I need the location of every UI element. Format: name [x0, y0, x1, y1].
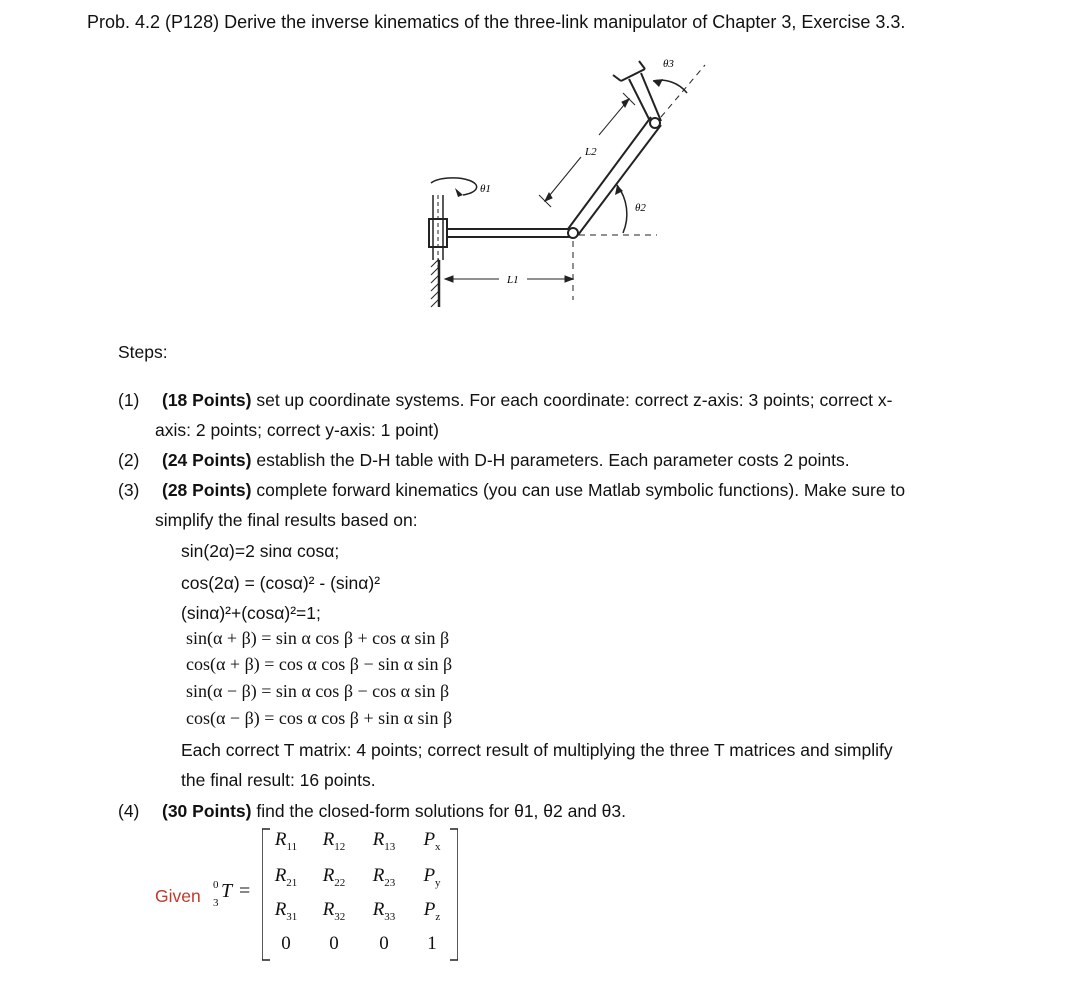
- t-matrix-note-continued: the final result: 16 points.: [181, 770, 376, 790]
- matrix-cell-r31: $R_{31}$: [274, 899, 298, 923]
- base-wall: [429, 195, 447, 307]
- step-2: [118, 449, 850, 471]
- matrix-cell-r22: $R_{22}$: [322, 865, 346, 889]
- transform-symbol: T: [221, 880, 233, 902]
- theta2-rotation-arrow: [615, 185, 627, 233]
- step-3-continued: simplify the final results based on:: [155, 510, 418, 530]
- step-1-number: (1): [118, 390, 140, 410]
- matrix-cell-r23: $R_{23}$: [372, 865, 396, 889]
- equals-sign: =: [239, 880, 251, 902]
- theta1-label: θ1: [480, 183, 491, 195]
- L1-label: L1: [507, 274, 519, 286]
- step-3: [118, 479, 905, 501]
- transform-matrix: [262, 827, 458, 962]
- matrix-cell-44: 1: [427, 933, 437, 954]
- step-2-points: (24 Points): [162, 450, 252, 470]
- step-3-text: complete forward kinematics (you can use Matlab symbolic functions). Make sure to: [251, 480, 906, 500]
- identity-pythagorean: (sinα)²+(cosα)²=1;: [181, 603, 321, 623]
- matrix-cell-43: 0: [379, 933, 389, 954]
- matrix-cell-41: 0: [281, 933, 291, 954]
- step-4-points: (30 Points): [162, 801, 252, 821]
- matrix-cell-r33: $R_{33}$: [372, 899, 396, 923]
- step-1-continued: axis: 2 points; correct y-axis: 1 point): [155, 420, 439, 440]
- manipulator-figure: [405, 45, 725, 310]
- link-1: [447, 229, 573, 237]
- theta3-label: θ3: [663, 58, 674, 70]
- step-1: [118, 389, 892, 411]
- step-3-number: (3): [118, 480, 140, 500]
- identity-sin2a: sin(2α)=2 sinα cosα;: [181, 541, 340, 561]
- problem-title: Prob. 4.2 (P128) Derive the inverse kinematics of the three-link manipulator of Chapter 3, Exercise 3.3.: [87, 12, 906, 32]
- L2-label: L2: [585, 146, 597, 158]
- matrix-cell-r21: $R_{21}$: [274, 865, 298, 889]
- step-4-text: find the closed-form solutions for θ1, θ2 and θ3.: [251, 801, 626, 821]
- identity-cos2a: cos(2α) = (cosα)² - (sinα)²: [181, 573, 381, 593]
- gripper: [613, 61, 645, 81]
- matrix-cell-r11: $R_{11}$: [274, 829, 298, 853]
- matrix-cell-pz: $P_z$: [423, 899, 441, 923]
- formula-sin-sum: sin(α + β) = sin α cos β + cos α sin β: [186, 628, 450, 648]
- transform-sub: 3: [213, 897, 219, 909]
- formula-cos-sum: cos(α + β) = cos α cos β − sin α sin β: [186, 654, 453, 674]
- step-1-text: set up coordinate systems. For each coordinate: correct z-axis: 3 points; correct x-: [251, 390, 893, 410]
- step-2-text: establish the D-H table with D-H parameters. Each parameter costs 2 points.: [251, 450, 850, 470]
- theta2-label: θ2: [635, 202, 646, 214]
- matrix-cell-r13: $R_{13}$: [372, 829, 396, 853]
- link-2: [568, 117, 661, 235]
- step-1-points: (18 Points): [162, 390, 252, 410]
- step-4-number: (4): [118, 801, 140, 821]
- transform-sup: 0: [213, 879, 219, 891]
- steps-heading: Steps:: [118, 342, 168, 362]
- matrix-cell-r12: $R_{12}$: [322, 829, 346, 853]
- formula-cos-diff: cos(α − β) = cos α cos β + sin α sin β: [186, 708, 453, 728]
- matrix-cell-r32: $R_{32}$: [322, 899, 346, 923]
- joint-2: [568, 228, 578, 238]
- t-matrix-note: Each correct T matrix: 4 points; correct result of multiplying the three T matrices and simplify: [181, 740, 893, 760]
- joint-3: [650, 118, 660, 128]
- matrix-cell-py: $P_y$: [423, 865, 441, 889]
- theta1-rotation-arrow: [431, 178, 477, 197]
- theta3-rotation-arrow: [653, 79, 687, 93]
- matrix-cell-px: $P_x$: [423, 829, 441, 853]
- matrix-cell-42: 0: [329, 933, 339, 954]
- step-2-number: (2): [118, 450, 140, 470]
- given-label: Given: [155, 886, 201, 906]
- formula-sin-diff: sin(α − β) = sin α cos β − cos α sin β: [186, 681, 450, 701]
- step-4: [118, 800, 626, 822]
- step-3-points: (28 Points): [162, 480, 252, 500]
